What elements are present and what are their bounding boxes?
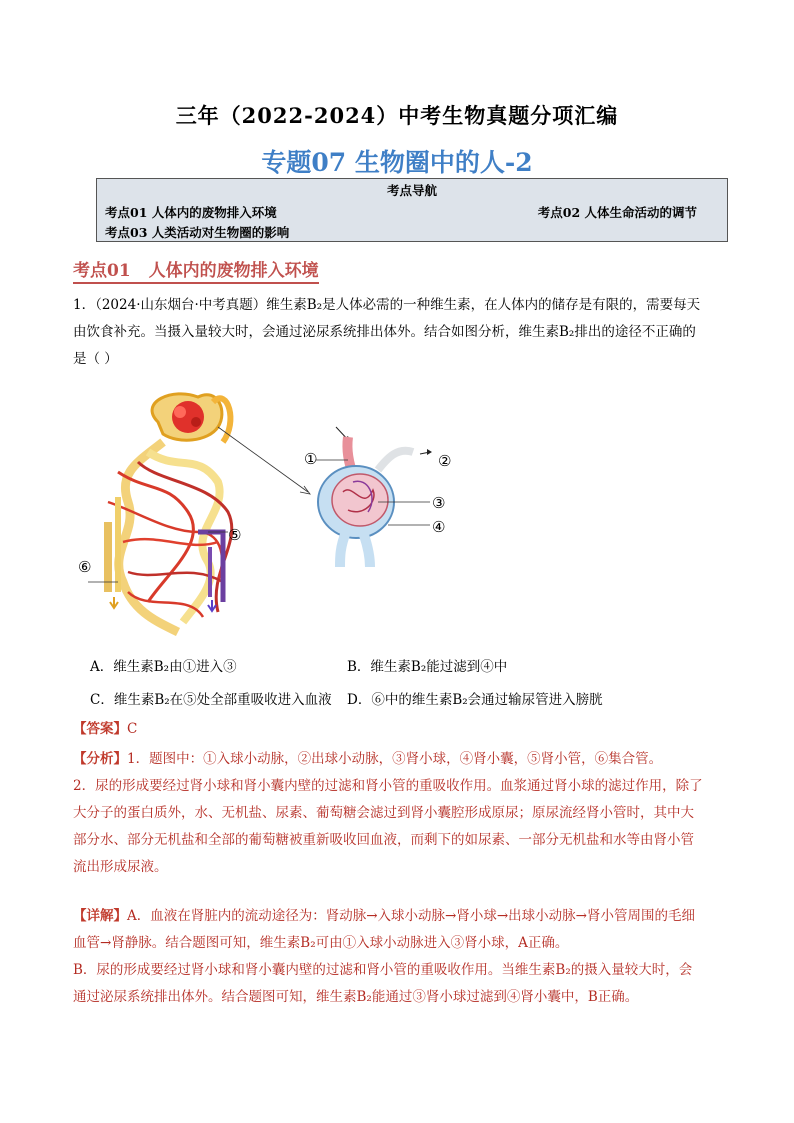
question-line-1: 1．（2024·山东烟台·中考真题）维生素B₂是人体必需的一种维生素，在人体内的储存是有限的，需要每天 bbox=[73, 297, 701, 313]
analysis-p2-line-3: 部分水、部分无机盐和全部的葡萄糖被重新吸收回血液，而剩下的如尿素、一部分无机盐和水等由肾小管 bbox=[73, 832, 694, 848]
nav-heading: 考点导航 bbox=[386, 183, 437, 198]
option-a: A．维生素B₂由①进入③ bbox=[90, 659, 237, 675]
figure-label-1: ① bbox=[304, 450, 318, 468]
answer-line bbox=[73, 716, 723, 743]
figure-label-3: ③ bbox=[432, 494, 446, 512]
analysis-p2-line-1: 2．尿的形成要经过肾小球和肾小囊内壁的过滤和肾小管的重吸收作用。血浆通过肾小球的滤过作用，除了 bbox=[73, 778, 703, 794]
nav-item-topic-01: 考点01 人体内的废物排入环境 bbox=[105, 205, 277, 220]
document-title: 三年（2022-2024）中考生物真题分项汇编 bbox=[175, 103, 619, 128]
detail-b-line-1: B．尿的形成要经过肾小球和肾小囊内壁的过滤和肾小管的重吸收作用。当维生素B₂的摄入量较大时，会 bbox=[73, 962, 693, 978]
option-b: B．维生素B₂能过滤到④中 bbox=[347, 659, 508, 675]
analysis-tag: 【分析】 bbox=[73, 751, 127, 767]
glomerulus-illustration bbox=[316, 427, 432, 567]
topic-navigation-box bbox=[96, 178, 728, 242]
figure-label-2: ② bbox=[438, 452, 452, 470]
section-title: 人体内的废物排入环境 bbox=[148, 261, 319, 281]
nephron-illustration bbox=[88, 394, 310, 632]
question-stem bbox=[73, 292, 723, 373]
detail-a-line-2: 血管→肾静脉。结合题图可知，维生素B₂可由①入球小动脉进入③肾小球，A正确。 bbox=[73, 935, 569, 951]
nav-item-topic-03: 考点03 人类活动对生物圈的影响 bbox=[105, 225, 290, 240]
nav-item-topic-02: 考点02 人体生命活动的调节 bbox=[537, 205, 697, 220]
detail-a-line-1: A．血液在肾脏内的流动途径为：肾动脉→入球小动脉→肾小球→出球小动脉→肾小管周围的毛细 bbox=[127, 908, 695, 924]
section-heading bbox=[73, 256, 319, 284]
analysis-line-1: 1．题图中：①入球小动脉，②出球小动脉，③肾小球，④肾小囊，⑤肾小管，⑥集合管。 bbox=[127, 751, 663, 767]
analysis-p2-line-4: 流出形成尿液。 bbox=[73, 859, 168, 875]
document-subtitle: 专题07 生物圈中的人-2 bbox=[261, 148, 533, 177]
figure-label-4: ④ bbox=[432, 518, 446, 536]
section-prefix: 考点01 bbox=[73, 261, 131, 281]
question-line-2: 由饮食补充。当摄入量较大时，会通过泌尿系统排出体外。结合如图分析，维生素B₂排出的途径不正确的 bbox=[73, 324, 696, 340]
nephron-figure bbox=[78, 382, 478, 644]
answer-value: C bbox=[127, 721, 138, 737]
detail-block bbox=[73, 903, 723, 1011]
question-line-3: 是（ ） bbox=[73, 351, 118, 367]
analysis-block bbox=[73, 746, 723, 881]
figure-label-5: ⑤ bbox=[228, 526, 242, 544]
answer-tag: 【答案】 bbox=[73, 721, 127, 737]
analysis-p2-line-2: 大分子的蛋白质外，水、无机盐、尿素、葡萄糖会滤过到肾小囊腔形成原尿；原尿流经肾小管时，其中大 bbox=[73, 805, 694, 821]
detail-tag: 【详解】 bbox=[73, 908, 127, 924]
detail-b-line-2: 通过泌尿系统排出体外。结合题图可知，维生素B₂能通过③肾小球过滤到④肾小囊中，B正确。 bbox=[73, 989, 639, 1005]
figure-label-6: ⑥ bbox=[78, 558, 92, 576]
option-d: D．⑥中的维生素B₂会通过输尿管进入膀胱 bbox=[347, 692, 603, 708]
option-c: C．维生素B₂在⑤处全部重吸收进入血液 bbox=[90, 692, 332, 708]
